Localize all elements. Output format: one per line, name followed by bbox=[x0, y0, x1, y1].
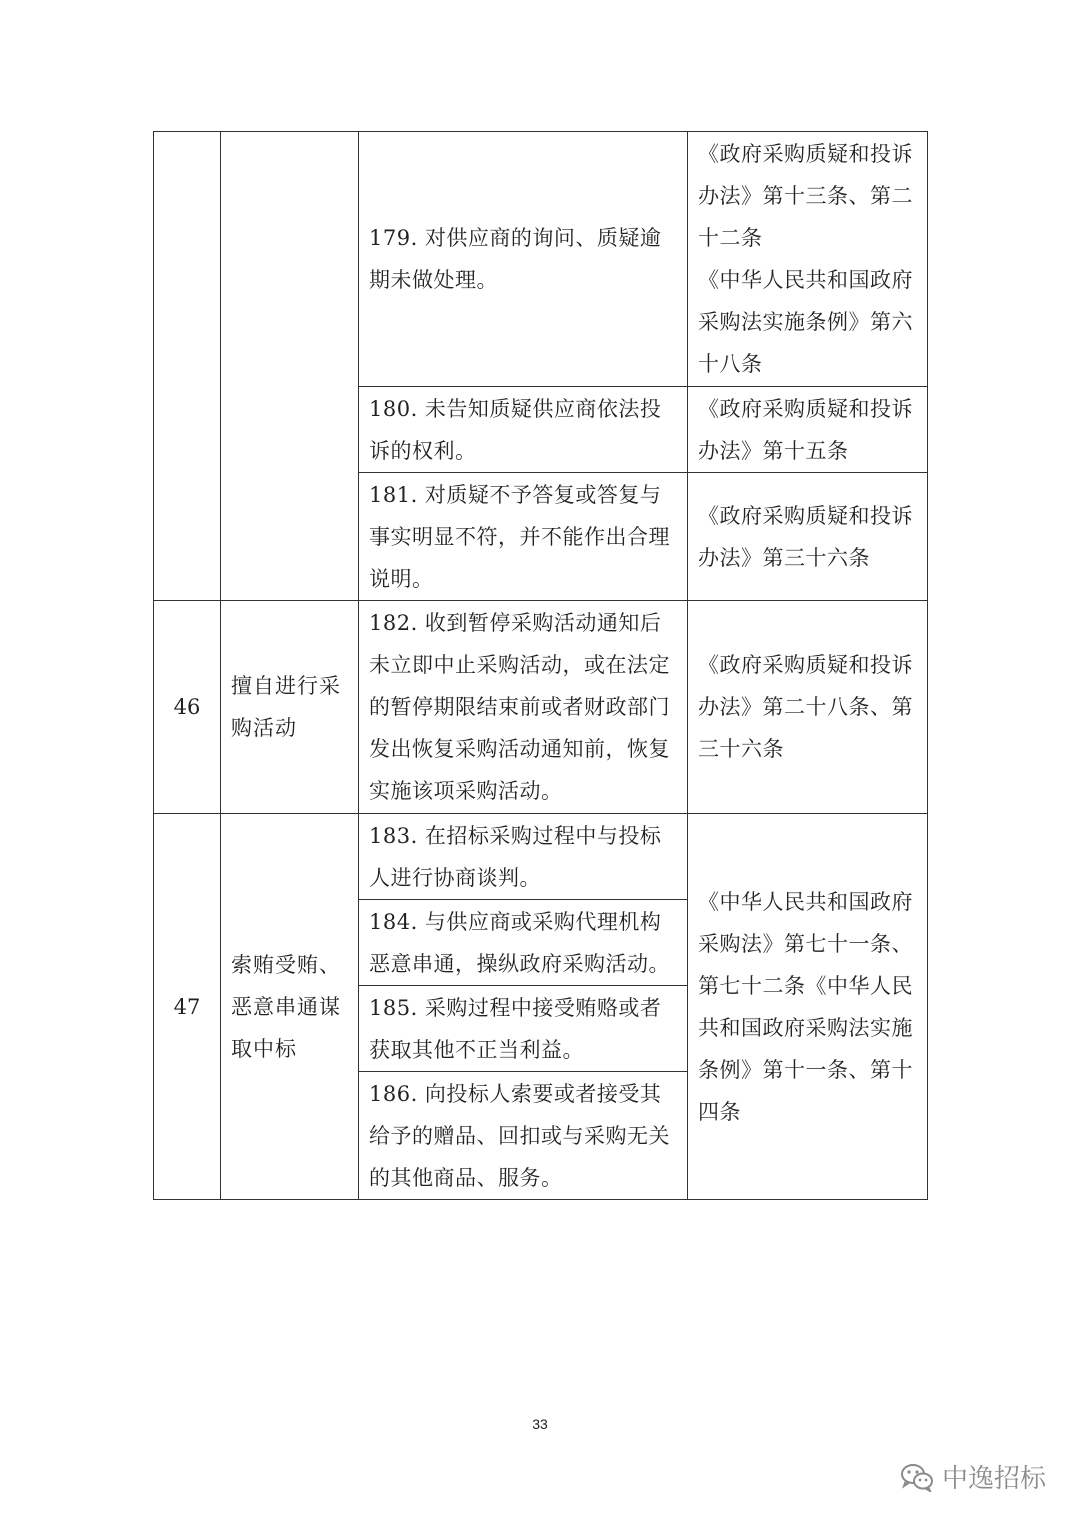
table-row bbox=[154, 132, 928, 387]
row-content: 179. 对供应商的询问、质疑逾期未做处理。 bbox=[359, 132, 688, 387]
row-item bbox=[221, 132, 359, 601]
wechat-icon bbox=[900, 1462, 934, 1492]
basis-line: 《中华人民共和国政府采购法》第七十一条、第七十二条《中华人民共和国政府采购法实施条例》第十一条、第十四条 bbox=[698, 889, 913, 1124]
row-content: 185. 采购过程中接受贿赂或者获取其他不正当利益。 bbox=[359, 986, 688, 1072]
basis-line: 《政府采购质疑和投诉办法》第三十六条 bbox=[698, 503, 913, 570]
row-basis bbox=[688, 814, 928, 1200]
row-basis bbox=[688, 473, 928, 601]
row-basis bbox=[688, 387, 928, 473]
row-number bbox=[154, 132, 221, 601]
row-content: 183. 在招标采购过程中与投标人进行协商谈判。 bbox=[359, 814, 688, 900]
row-content: 186. 向投标人索要或者接受其给予的赠品、回扣或与采购无关的其他商品、服务。 bbox=[359, 1072, 688, 1200]
basis-line: 《政府采购质疑和投诉办法》第二十八条、第三十六条 bbox=[698, 653, 913, 761]
row-content: 181. 对质疑不予答复或答复与事实明显不符，并不能作出合理说明。 bbox=[359, 473, 688, 601]
table-row bbox=[154, 601, 928, 814]
watermark bbox=[900, 1458, 1046, 1495]
row-item: 擅自进行采购活动 bbox=[221, 601, 359, 814]
row-content: 182. 收到暂停采购活动通知后未立即中止采购活动，或在法定的暂停期限结束前或者财政部门发出恢复采购活动通知前，恢复实施该项采购活动。 bbox=[359, 601, 688, 814]
row-number: 47 bbox=[154, 814, 221, 1200]
page-number: 33 bbox=[532, 1416, 548, 1432]
row-content: 180. 未告知质疑供应商依法投诉的权利。 bbox=[359, 387, 688, 473]
basis-line: 《中华人民共和国政府采购法实施条例》第六十八条 bbox=[698, 268, 913, 376]
row-basis bbox=[688, 601, 928, 814]
row-basis bbox=[688, 132, 928, 387]
row-number: 46 bbox=[154, 601, 221, 814]
table-row bbox=[154, 814, 928, 900]
regulation-table bbox=[153, 131, 928, 1200]
basis-line: 《政府采购质疑和投诉办法》第十三条、第二十二条 bbox=[698, 142, 913, 250]
watermark-text: 中逸招标 bbox=[941, 1464, 1046, 1494]
row-item: 索贿受贿、恶意串通谋取中标 bbox=[221, 814, 359, 1200]
row-content: 184. 与供应商或采购代理机构恶意串通，操纵政府采购活动。 bbox=[359, 900, 688, 986]
basis-line: 《政府采购质疑和投诉办法》第十五条 bbox=[698, 396, 913, 463]
